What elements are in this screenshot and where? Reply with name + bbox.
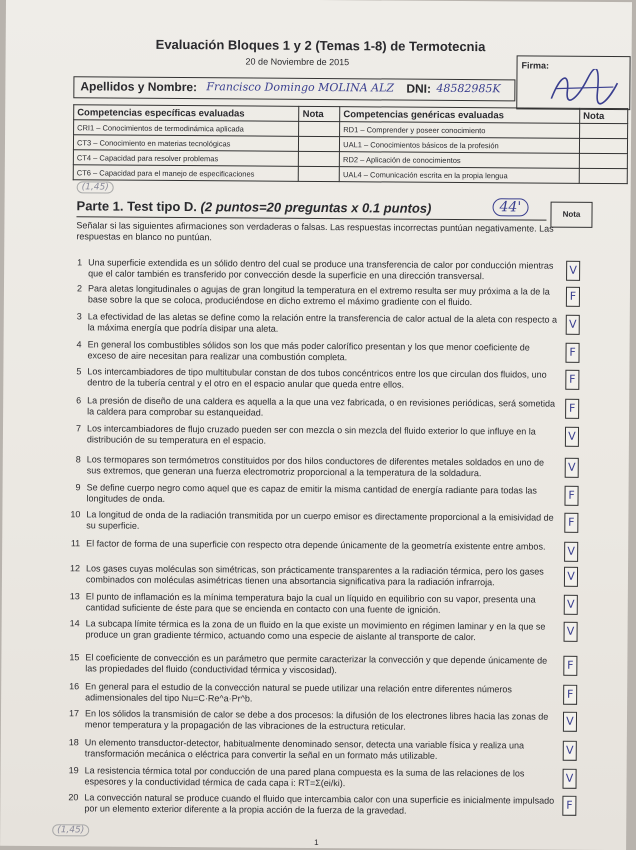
answer-box[interactable]: F [566,287,580,307]
question-item [64,591,584,615]
answer-box[interactable]: V [566,261,580,281]
answer-box[interactable]: V [565,458,579,478]
question-number: 17 [68,708,80,719]
question-item [65,454,585,478]
answer-box[interactable]: F [565,399,579,419]
margin-note-top: (1,45) [77,181,114,193]
part1-title-prefix: Parte 1. Test tipo D. [76,198,198,215]
page-number: 1 [314,837,319,848]
question-text: La longitud de onda de la radiación transmitida por un cuerpo emisor es directamente proporcional a la emisividad de su superficie. [86,509,554,531]
question-item [63,765,583,788]
question-text: Los termopares son termómetros constituidos por dos hilos conductores de diferentes metales soldados en uno de sus extremos, que generan una fuerza electromotriz proporcional a la temperatura de la soldadura. [86,454,545,478]
question-number: 10 [70,509,81,520]
part1-title [77,198,432,215]
question-text: En general los combustibles sólidos son los que más poder calorífico presentan y los que menor coeficiente de exceso de aire necesitan para realizar una combustión completa. [87,339,530,362]
question-number: 9 [75,482,81,493]
question-text: El coeficiente de convección es un parámetro que permite caracterizar la convección y que depende únicamente de las propiedades del fluido (conductividad térmica y viscosidad). [85,652,548,675]
question-number: 19 [68,765,79,776]
specific-cell: CT3 – Conocimiento en materias tecnológicas [73,135,299,152]
question-number: 8 [75,454,81,465]
part1-title-suffix: (2 puntos=20 preguntas x 0.1 puntos) [200,199,432,216]
signature-label: Firma: [521,60,550,71]
question-text: La efectividad de las aletas se define como la relación entre la transferencia de calor actual de la aleta con respecto a la máxima energía que podría disipar una aleta. [87,311,558,334]
part1-nota-box: Nota [550,202,592,228]
answer-box[interactable]: V [563,741,577,761]
generic-cell: UAL4 – Comunicación escrita en la propia lengua [339,167,579,184]
specific-header: Competencias específicas evaluadas [74,105,300,122]
question-text: La presión de diseño de una caldera es aquella a la que una vez fabricada, o en revisiones periódicas, será sometida la caldera para comprobar su estanqueidad. [87,395,556,418]
table-row [73,165,627,184]
generic-header: Competencias genéricas evaluadas [340,107,580,124]
question-text: Los gases cuyas moléculas son simétricas, son prácticamente transparentes a la radiación térmica, pero los gases combinados con moléculas asimétricas tienen una absortancia significativa para la radiación infrarroja. [85,563,544,587]
specific-cell: CT4 – Capacidad para resolver problemas [73,150,299,167]
exam-title: Evaluación Bloques 1 y 2 (Temas 1-8) de Termotecnia [155,36,486,55]
answer-box[interactable]: F [563,685,577,705]
student-name-row [73,76,515,101]
dni-handwritten: 48582985K [436,81,501,96]
generic-cell: RD2 – Aplicación de conocimientos [340,152,580,169]
question-number: 5 [76,366,82,377]
question-number: 6 [76,395,82,406]
question-text: Un elemento transductor-detector, habitualmente denominado sensor, detecta una variable física y realiza una transformación mecánica o eléctrica para convertir la señal en un formato más utilizable. [84,737,525,761]
generic-cell: UAL1 – Conocimientos básicos de la profesión [340,137,580,154]
question-number: 7 [75,423,82,434]
competencias-table [73,104,629,184]
nota-header: Nota [580,108,628,123]
answer-box[interactable]: V [564,567,578,587]
question-text: Los intercambiadores de flujo cruzado pueden ser con mezcla o sin mezcla del fluido exterior lo que influye en la distribución de su temperatura en el espacio. [86,423,536,446]
question-item [65,423,585,446]
answer-box[interactable]: V [562,769,576,789]
answer-box[interactable]: V [564,542,578,562]
question-item [65,366,585,390]
question-item [63,737,583,761]
question-item [63,652,583,675]
question-item [64,563,584,587]
answer-box[interactable]: V [564,595,578,615]
answer-box[interactable]: V [564,622,578,642]
part1-instructions: Señalar si las siguientes afirmaciones son verdaderas o falsas. Las respuestas incorrectas puntúan negativamente. Las respuestas en blanco no puntúan. [76,220,554,243]
question-number: 18 [68,737,79,748]
handwritten-score: 44' [492,198,528,216]
answer-box[interactable]: F [564,513,578,533]
answer-box[interactable]: V [566,315,580,335]
question-item [66,257,586,281]
answer-box[interactable]: F [564,486,578,506]
generic-cell: RD1 – Comprender y poseer conocimiento [340,122,580,139]
question-item [65,395,585,418]
question-number: 15 [69,652,80,663]
question-item [66,339,586,362]
signature-scribble [547,69,621,106]
question-text: El factor de forma de una superficie con respecto otra depende únicamente de la geometría existente entre ambos. [86,538,546,552]
question-text: El punto de inflamación es la mínima temperatura bajo la cual un líquido en equilibrio con su vapor, presenta una cantidad suficiente de éste para que se encienda en contacto con una fuente de ignición. [85,591,536,615]
margin-note-bottom: (1,45) [52,824,89,836]
question-number: 16 [69,681,80,692]
question-number: 13 [69,591,80,602]
answer-box[interactable]: V [565,427,579,447]
exam-date: 20 de Noviembre de 2015 [245,56,350,68]
question-number: 14 [69,618,80,629]
question-item [64,538,584,558]
signature-box [516,55,630,110]
question-text: La resistencia térmica total por conducción de una pared plana compuesta es la suma de las relaciones de los espesores y la conductividad térmica de cada capa i: RT=Σ(ei/ki). [84,765,525,788]
question-item [63,708,583,732]
question-number: 2 [76,283,83,294]
answer-box[interactable]: F [563,656,577,676]
specific-cell: CRI1 – Conocimientos de termodinámica aplicada [74,120,300,137]
question-number: 11 [70,538,81,549]
answer-box[interactable]: F [565,370,579,390]
question-item [62,792,582,816]
question-number: 3 [76,311,82,322]
name-label: Apellidos y Nombre: [80,79,198,95]
question-item [64,509,584,531]
question-item [64,618,584,642]
question-item [66,283,586,307]
question-number: 12 [69,563,81,574]
question-item [63,681,583,704]
answer-box[interactable]: V [563,712,577,732]
question-text: Para aletas longitudinales o agujas de gran longitud la temperatura en el extremo resulta ser muy próxima a la de la base sobre la que se coloca, produciéndose en dicho extremo el máximo gradiente con el fluido. [87,283,550,307]
name-handwritten: Francisco Domingo MOLINA ALZ [206,80,395,95]
question-text: En los sólidos la transmisión de calor se debe a dos procesos: la difusión de los electrones libres hacia las zonas de menor temperatura y la propagación de las vibraciones de la estructura reticular. [84,708,549,732]
question-text: Los intercambiadores de tipo multitubular constan de dos tubos concéntricos entre los que circulan dos fluidos, uno dentro de la tubería central y el otro en el espacio anular que queda entre ellos. [87,366,547,390]
question-text: En general para el estudio de la convección natural se puede utilizar una relación entre diferentes números adimensionales del tipo Nu=C·Re^a·Pr^b. [85,681,513,704]
answer-box[interactable]: F [562,796,576,816]
question-number: 20 [68,792,79,803]
question-number: 1 [77,257,83,268]
question-text: La subcapa límite térmica es la zona de un fluido en la que existe un movimiento en régimen laminar y en la que se produce un gran gradiente térmico, actuando como una especie de aislante al transporte de calor. [85,618,546,642]
question-item [65,482,585,504]
specific-cell: CT6 – Capacidad para el manejo de especificaciones [73,165,299,182]
question-item [66,311,586,334]
question-text: Una superficie extendida es un sólido dentro del cual se produce una transferencia de calor por conducción mientras que el calor también es transferido por convección desde la superficie en una dirección transversal. [88,257,554,281]
nota-header: Nota [299,106,340,121]
answer-box[interactable]: F [565,343,579,363]
dni-label: DNI: [406,81,432,96]
question-text: La convección natural se produce cuando el fluido que intercambia calor con una superficie es inicialmente impulsado por un elemento exterior diferente a la propia acción de la fuerza de la gravedad. [84,792,555,816]
question-text: Se define cuerpo negro como aquel que es capaz de emitir la misma cantidad de energía radiante para todas las longitudes de onda. [86,482,537,504]
question-number: 4 [76,339,82,350]
